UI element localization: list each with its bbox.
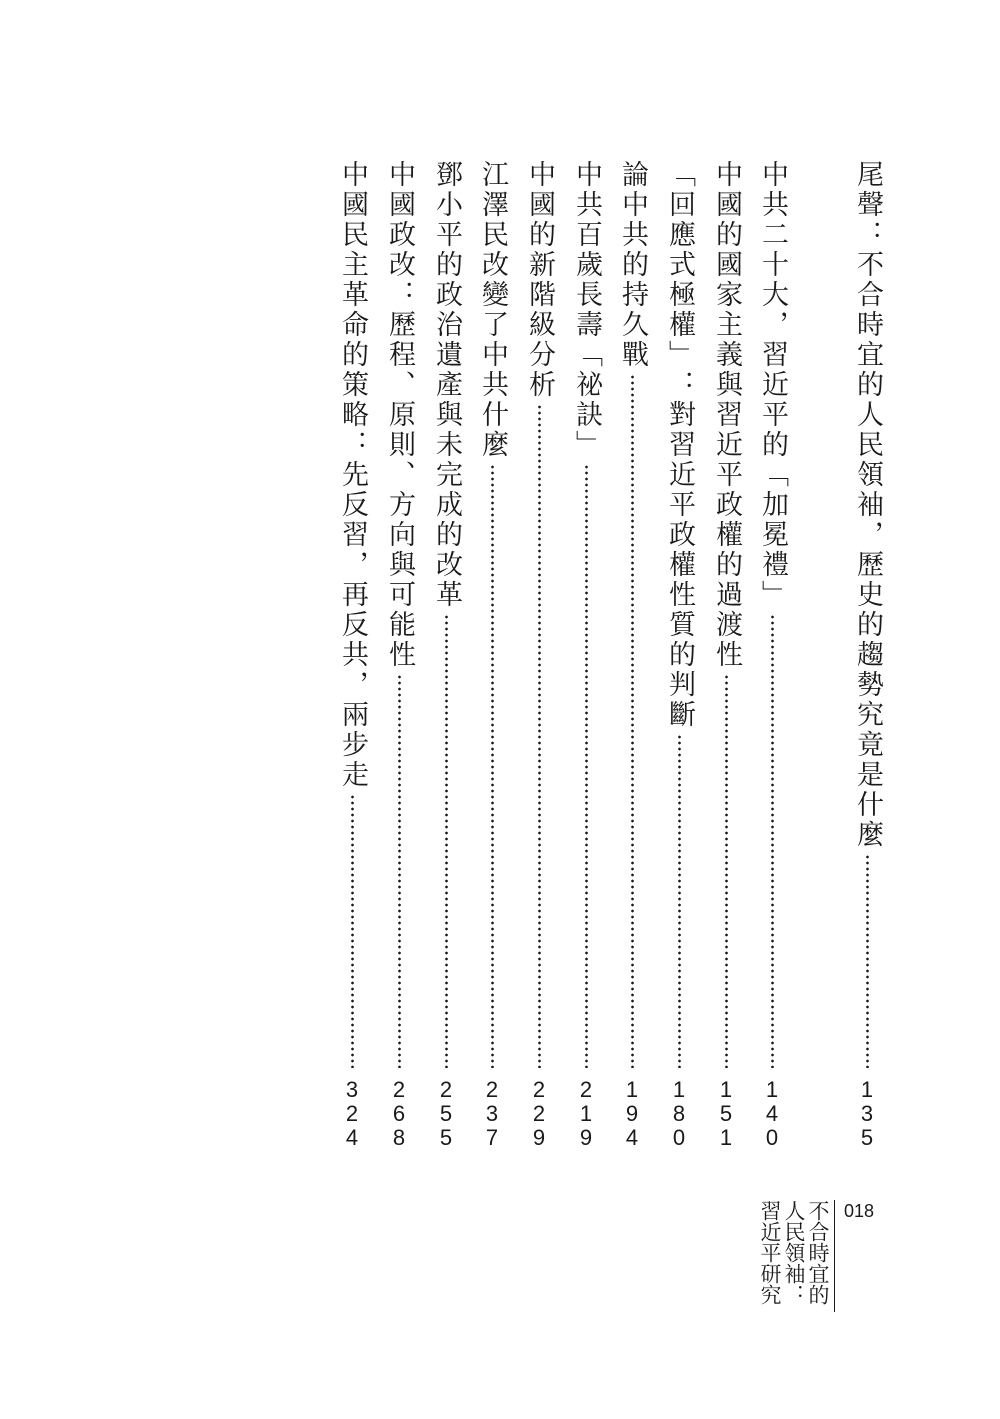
dot-leader (725, 674, 728, 1068)
toc-entry[interactable] (332, 160, 372, 1150)
toc-entry[interactable] (706, 160, 746, 1150)
toc-entry-page: 229 (532, 1077, 546, 1150)
toc-entry-title: 「回應式極權」：對習近平政權性質的判斷 (664, 160, 695, 730)
toc-entry-title: 論中共的持久戰 (617, 160, 648, 370)
toc-entry-page: 180 (672, 1077, 686, 1150)
running-book-title: 不合時宜的人民領袖：習近平研究 (758, 1200, 830, 1305)
dot-leader (538, 404, 541, 1068)
toc-entry-page: 219 (579, 1077, 593, 1150)
dot-leader (631, 374, 634, 1068)
toc-entry-page: 324 (345, 1077, 359, 1150)
running-footer (750, 1200, 890, 1320)
toc-entry-title: 江澤民改變了中共什麼 (477, 160, 508, 460)
toc-entry[interactable] (472, 160, 512, 1150)
toc-entry-epilogue[interactable] (847, 160, 887, 1150)
dot-leader (585, 464, 588, 1068)
toc-entry[interactable] (426, 160, 466, 1150)
dot-leader (771, 614, 774, 1068)
toc-entry-title: 中國的國家主義與習近平政權的過渡性 (711, 160, 742, 670)
dot-leader (866, 854, 869, 1068)
toc-entry-title: 中國政改：歷程、原則、方向與可能性 (384, 160, 415, 670)
toc-entry[interactable] (566, 160, 606, 1150)
dot-leader (678, 734, 681, 1068)
toc-entry[interactable] (659, 160, 699, 1150)
toc-entry-title: 尾聲：不合時宜的人民領袖，歷史的趨勢究竟是什麼 (852, 160, 883, 850)
dot-leader (491, 464, 494, 1068)
dot-leader (398, 674, 401, 1068)
toc-entry-page: 151 (719, 1077, 733, 1150)
table-of-contents (0, 160, 1000, 1150)
toc-entry-page: 237 (485, 1077, 499, 1150)
toc-entry[interactable] (379, 160, 419, 1150)
toc-entry-page: 135 (860, 1077, 874, 1150)
toc-entry[interactable] (519, 160, 559, 1150)
page-number: 018 (844, 1201, 875, 1221)
toc-entry-page: 140 (765, 1077, 779, 1150)
toc-entry-title: 中國民主革命的策略：先反習，再反共，兩步走 (337, 160, 368, 790)
toc-entry-title: 中共百歲長壽「祕訣」 (571, 160, 602, 460)
toc-entry-title: 中共二十大，習近平的「加冕禮」 (757, 160, 788, 610)
toc-entry-page: 268 (392, 1077, 406, 1150)
toc-entry-title: 鄧小平的政治遺產與未完成的改革 (431, 160, 462, 610)
toc-entry[interactable] (752, 160, 792, 1150)
toc-entry-page: 255 (439, 1077, 453, 1150)
toc-entry[interactable] (612, 160, 652, 1150)
dot-leader (351, 794, 354, 1068)
footer-divider (834, 1200, 835, 1312)
toc-entry-page: 194 (625, 1077, 639, 1150)
toc-entry-title: 中國的新階級分析 (524, 160, 555, 400)
dot-leader (445, 614, 448, 1068)
